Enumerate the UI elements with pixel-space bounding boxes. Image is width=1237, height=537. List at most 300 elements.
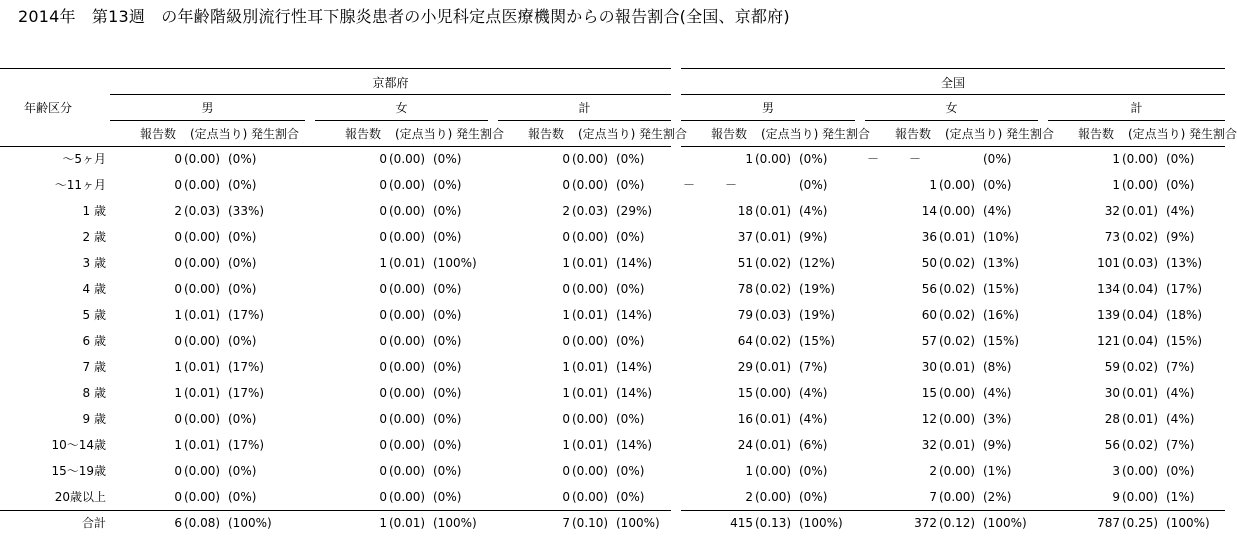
incidence-ratio: (0%) — [433, 204, 462, 218]
report-count: 0 — [379, 438, 387, 452]
report-count: 14 — [921, 204, 937, 218]
per-sentinel-rate: (0.00) — [572, 412, 609, 426]
per-sentinel-rate: (0.00) — [755, 490, 792, 504]
incidence-ratio: (0%) — [228, 230, 257, 244]
incidence-ratio: (0%) — [433, 282, 462, 296]
per-sentinel-rate: (0.04) — [1122, 308, 1159, 322]
top-rule-kyoto — [0, 68, 671, 69]
report-count: 101 — [1097, 256, 1120, 270]
report-count: 73 — [1104, 230, 1120, 244]
age-label: ～5ヶ月 — [62, 152, 106, 166]
incidence-ratio: (1%) — [1166, 490, 1195, 504]
sub-header-count: 報告数 — [1078, 127, 1115, 141]
incidence-ratio: (7%) — [1166, 360, 1195, 374]
per-sentinel-rate: (0.01) — [1122, 204, 1159, 218]
per-sentinel-rate: (0.01) — [572, 256, 609, 270]
report-count: 0 — [174, 256, 182, 270]
per-sentinel-rate: (0.00) — [184, 178, 221, 192]
sub-header-per-sentinel: (定点当り) — [190, 127, 248, 141]
incidence-ratio: (15%) — [983, 334, 1020, 348]
per-sentinel-rate: (0.03) — [184, 204, 221, 218]
report-count: 2 — [174, 204, 182, 218]
incidence-ratio: (0%) — [433, 386, 462, 400]
report-count: 24 — [737, 438, 753, 452]
per-sentinel-rate: (0.02) — [939, 334, 976, 348]
per-sentinel-rate: (0.00) — [572, 464, 609, 478]
per-sentinel-rate: (0.00) — [184, 256, 221, 270]
per-sentinel-rate: (0.03) — [755, 308, 792, 322]
sub-header-ratio: 発生割合 — [251, 127, 300, 141]
age-label: 9 歳 — [82, 412, 106, 426]
report-count: 28 — [1104, 412, 1120, 426]
incidence-ratio: (14%) — [616, 308, 653, 322]
report-count: 30 — [1104, 386, 1120, 400]
report-count: 12 — [921, 412, 937, 426]
age-label: 1 歳 — [82, 204, 106, 218]
incidence-ratio: (0%) — [433, 178, 462, 192]
sex-underline — [498, 120, 671, 121]
report-count: 6 — [174, 516, 182, 530]
per-sentinel-rate: (0.08) — [184, 516, 221, 530]
report-count: 9 — [1112, 490, 1120, 504]
incidence-ratio: (10%) — [983, 230, 1020, 244]
age-label: 15～19歳 — [51, 464, 106, 478]
incidence-ratio: (13%) — [983, 256, 1020, 270]
report-count: 1 — [562, 256, 570, 270]
incidence-ratio: (0%) — [228, 152, 257, 166]
report-count: 0 — [174, 464, 182, 478]
report-count: 0 — [562, 152, 570, 166]
sub-header-count: 報告数 — [140, 127, 177, 141]
incidence-ratio: (0%) — [433, 152, 462, 166]
per-sentinel-rate: (0.03) — [572, 204, 609, 218]
report-count: 32 — [921, 438, 937, 452]
region-header-national: 全国 — [940, 76, 966, 90]
incidence-ratio: (14%) — [616, 386, 653, 400]
sex-header-national-total: 計 — [1130, 101, 1143, 115]
age-label: 6 歳 — [82, 334, 106, 348]
report-count: 0 — [562, 282, 570, 296]
report-count: 0 — [379, 230, 387, 244]
report-count: 0 — [379, 386, 387, 400]
per-sentinel-rate: (0.01) — [184, 308, 221, 322]
incidence-ratio: (17%) — [228, 438, 265, 452]
age-label: 3 歳 — [82, 256, 106, 270]
per-sentinel-rate: (0.00) — [755, 152, 792, 166]
incidence-ratio: (17%) — [228, 360, 265, 374]
not-applicable-mark: － — [867, 152, 880, 166]
report-count: 1 — [379, 516, 387, 530]
per-sentinel-rate: (0.01) — [939, 230, 976, 244]
per-sentinel-rate: (0.00) — [1122, 490, 1159, 504]
incidence-ratio: (0%) — [433, 438, 462, 452]
per-sentinel-rate: (0.00) — [184, 152, 221, 166]
per-sentinel-rate: (0.01) — [572, 438, 609, 452]
per-sentinel-rate: (0.01) — [939, 360, 976, 374]
sex-header-national-male: 男 — [761, 101, 775, 115]
incidence-ratio: (7%) — [1166, 438, 1195, 452]
per-sentinel-rate: (0.02) — [1122, 438, 1159, 452]
incidence-ratio: (12%) — [799, 256, 836, 270]
per-sentinel-rate: (0.02) — [755, 282, 792, 296]
per-sentinel-rate: (0.00) — [184, 230, 221, 244]
sub-header-ratio: 発生割合 — [1189, 127, 1237, 141]
report-count: 78 — [737, 282, 753, 296]
report-count: 0 — [379, 152, 387, 166]
sub-header-ratio: 発生割合 — [456, 127, 505, 141]
sex-header-national-female: 女 — [945, 101, 958, 115]
report-count: 1 — [745, 464, 753, 478]
total-rule-national — [681, 510, 1225, 511]
per-sentinel-rate: (0.01) — [572, 386, 609, 400]
per-sentinel-rate: (0.00) — [572, 490, 609, 504]
sub-header-ratio: 発生割合 — [639, 127, 688, 141]
incidence-ratio: (0%) — [799, 490, 828, 504]
per-sentinel-rate: (0.00) — [939, 490, 976, 504]
per-sentinel-rate: (0.01) — [389, 256, 426, 270]
incidence-ratio: (0%) — [228, 464, 257, 478]
report-count: 57 — [921, 334, 937, 348]
incidence-ratio: (33%) — [228, 204, 265, 218]
sex-underline — [315, 120, 488, 121]
per-sentinel-rate: (0.00) — [572, 178, 609, 192]
sex-underline — [681, 120, 855, 121]
age-label: 8 歳 — [82, 386, 106, 400]
sub-header-ratio: 発生割合 — [1006, 127, 1055, 141]
report-count: 415 — [730, 516, 753, 530]
sub-header-per-sentinel: (定点当り) — [578, 127, 636, 141]
per-sentinel-rate: (0.00) — [184, 282, 221, 296]
report-count: 0 — [379, 464, 387, 478]
incidence-ratio: (15%) — [1166, 334, 1203, 348]
per-sentinel-rate: (0.00) — [184, 490, 221, 504]
per-sentinel-rate: (0.00) — [389, 152, 426, 166]
report-count: 372 — [914, 516, 937, 530]
per-sentinel-rate: (0.00) — [389, 308, 426, 322]
sub-header-count: 報告数 — [345, 127, 382, 141]
incidence-ratio: (6%) — [799, 438, 828, 452]
sub-header-per-sentinel: (定点当り) — [395, 127, 453, 141]
row-header-label: 年齢区分 — [23, 101, 73, 115]
incidence-ratio: (15%) — [799, 334, 836, 348]
per-sentinel-rate: (0.01) — [939, 438, 976, 452]
report-count: 0 — [174, 490, 182, 504]
incidence-ratio: (17%) — [228, 308, 265, 322]
age-label: 4 歳 — [82, 282, 106, 296]
report-count: 0 — [562, 490, 570, 504]
per-sentinel-rate: (0.01) — [755, 438, 792, 452]
incidence-ratio: (0%) — [228, 178, 257, 192]
per-sentinel-rate: (0.02) — [1122, 360, 1159, 374]
per-sentinel-rate: (0.04) — [1122, 334, 1159, 348]
report-count: 1 — [174, 308, 182, 322]
per-sentinel-rate: (0.01) — [1122, 386, 1159, 400]
incidence-ratio: (3%) — [983, 412, 1012, 426]
incidence-ratio: (100%) — [616, 516, 660, 530]
incidence-ratio: (0%) — [228, 412, 257, 426]
sub-header-per-sentinel: (定点当り) — [1128, 127, 1186, 141]
per-sentinel-rate: (0.00) — [939, 204, 976, 218]
header-bottom-rule-national — [681, 146, 1225, 147]
incidence-ratio: (100%) — [983, 516, 1027, 530]
per-sentinel-rate: (0.02) — [939, 256, 976, 270]
per-sentinel-rate: (0.00) — [1122, 464, 1159, 478]
incidence-ratio: (9%) — [983, 438, 1012, 452]
report-count: 7 — [562, 516, 570, 530]
age-label: 5 歳 — [82, 308, 106, 322]
report-count: 1 — [1112, 152, 1120, 166]
incidence-ratio: (14%) — [616, 360, 653, 374]
report-count: 121 — [1097, 334, 1120, 348]
per-sentinel-rate: (0.01) — [572, 360, 609, 374]
incidence-ratio: (4%) — [1166, 412, 1195, 426]
region-header-kyoto: 京都府 — [372, 76, 409, 90]
page-title: 2014年 第13週 の年齢階級別流行性耳下腺炎患者の小児科定点医療機関からの報告割合(全国、京都府) — [18, 7, 790, 26]
incidence-ratio: (17%) — [228, 386, 265, 400]
per-sentinel-rate: (0.00) — [389, 412, 426, 426]
per-sentinel-rate: (0.00) — [389, 464, 426, 478]
incidence-ratio: (0%) — [433, 308, 462, 322]
per-sentinel-rate: (0.00) — [389, 438, 426, 452]
report-count: 0 — [174, 334, 182, 348]
per-sentinel-rate: (0.12) — [939, 516, 976, 530]
per-sentinel-rate: (0.00) — [184, 334, 221, 348]
per-sentinel-rate: (0.00) — [939, 464, 976, 478]
incidence-ratio: (8%) — [983, 360, 1012, 374]
incidence-ratio: (0%) — [433, 334, 462, 348]
incidence-ratio: (18%) — [1166, 308, 1203, 322]
per-sentinel-rate: (0.00) — [389, 178, 426, 192]
per-sentinel-rate: (0.00) — [572, 334, 609, 348]
per-sentinel-rate: (0.01) — [755, 412, 792, 426]
incidence-ratio: (100%) — [228, 516, 272, 530]
report-count: 1 — [562, 386, 570, 400]
incidence-ratio: (9%) — [799, 230, 828, 244]
sub-header-per-sentinel: (定点当り) — [761, 127, 819, 141]
report-count: 0 — [379, 334, 387, 348]
incidence-ratio: (0%) — [433, 412, 462, 426]
incidence-ratio: (2%) — [983, 490, 1012, 504]
report-count: 787 — [1097, 516, 1120, 530]
per-sentinel-rate: (0.00) — [1122, 152, 1159, 166]
report-count: 0 — [379, 360, 387, 374]
incidence-ratio: (0%) — [1166, 464, 1195, 478]
incidence-ratio: (0%) — [616, 464, 645, 478]
per-sentinel-rate: (0.01) — [755, 204, 792, 218]
per-sentinel-rate: (0.00) — [572, 230, 609, 244]
incidence-ratio: (13%) — [1166, 256, 1203, 270]
incidence-ratio: (15%) — [983, 282, 1020, 296]
age-label: 20歳以上 — [54, 490, 106, 504]
report-count: 56 — [1104, 438, 1120, 452]
report-count: 37 — [737, 230, 753, 244]
report-count: 30 — [921, 360, 937, 374]
report-count: 1 — [929, 178, 937, 192]
incidence-ratio: (17%) — [1166, 282, 1203, 296]
report-count: 0 — [562, 230, 570, 244]
per-sentinel-rate: (0.00) — [939, 386, 976, 400]
not-applicable-mark: － — [909, 152, 922, 166]
incidence-ratio: (16%) — [983, 308, 1020, 322]
top-rule-national — [681, 68, 1225, 69]
age-label: 7 歳 — [82, 360, 106, 374]
report-count: 0 — [174, 230, 182, 244]
age-label: ～11ヶ月 — [54, 178, 106, 192]
per-sentinel-rate: (0.03) — [1122, 256, 1159, 270]
header-bottom-rule-kyoto — [0, 146, 671, 147]
incidence-ratio: (100%) — [433, 516, 477, 530]
sex-underline — [1048, 120, 1225, 121]
incidence-ratio: (9%) — [1166, 230, 1195, 244]
per-sentinel-rate: (0.00) — [755, 464, 792, 478]
report-count: 29 — [737, 360, 753, 374]
total-row-label: 合計 — [81, 516, 106, 530]
incidence-ratio: (19%) — [799, 282, 836, 296]
incidence-ratio: (100%) — [1166, 516, 1210, 530]
per-sentinel-rate: (0.00) — [389, 490, 426, 504]
per-sentinel-rate: (0.02) — [755, 334, 792, 348]
incidence-ratio: (14%) — [616, 438, 653, 452]
incidence-ratio: (0%) — [983, 178, 1012, 192]
per-sentinel-rate: (0.01) — [1122, 412, 1159, 426]
report-count: 0 — [379, 204, 387, 218]
per-sentinel-rate: (0.00) — [389, 230, 426, 244]
report-count: 139 — [1097, 308, 1120, 322]
report-count: 0 — [379, 308, 387, 322]
per-sentinel-rate: (0.02) — [939, 308, 976, 322]
report-count: 2 — [929, 464, 937, 478]
report-count: 1 — [562, 438, 570, 452]
report-count: 134 — [1097, 282, 1120, 296]
per-sentinel-rate: (0.00) — [572, 282, 609, 296]
per-sentinel-rate: (0.00) — [389, 334, 426, 348]
report-count: 0 — [562, 334, 570, 348]
per-sentinel-rate: (0.01) — [755, 230, 792, 244]
incidence-ratio: (0%) — [799, 464, 828, 478]
sub-header-count: 報告数 — [528, 127, 565, 141]
report-count: 56 — [921, 282, 937, 296]
per-sentinel-rate: (0.01) — [755, 360, 792, 374]
per-sentinel-rate: (0.00) — [572, 152, 609, 166]
incidence-ratio: (0%) — [228, 256, 257, 270]
per-sentinel-rate: (0.04) — [1122, 282, 1159, 296]
report-count: 2 — [745, 490, 753, 504]
region-underline-national — [681, 94, 1225, 95]
per-sentinel-rate: (0.01) — [572, 308, 609, 322]
sub-header-count: 報告数 — [895, 127, 932, 141]
incidence-ratio: (0%) — [799, 178, 828, 192]
incidence-ratio: (0%) — [616, 282, 645, 296]
per-sentinel-rate: (0.02) — [755, 256, 792, 270]
report-count: 18 — [737, 204, 753, 218]
report-count: 59 — [1104, 360, 1120, 374]
report-count: 16 — [737, 412, 753, 426]
report-count: 0 — [379, 178, 387, 192]
sub-header-ratio: 発生割合 — [822, 127, 871, 141]
incidence-ratio: (4%) — [983, 204, 1012, 218]
report-count: 1 — [379, 256, 387, 270]
report-count: 51 — [737, 256, 753, 270]
not-applicable-mark: － — [725, 178, 738, 192]
per-sentinel-rate: (0.25) — [1122, 516, 1159, 530]
report-count: 36 — [921, 230, 937, 244]
per-sentinel-rate: (0.00) — [1122, 178, 1159, 192]
incidence-ratio: (0%) — [616, 412, 645, 426]
incidence-ratio: (0%) — [433, 230, 462, 244]
per-sentinel-rate: (0.00) — [184, 464, 221, 478]
report-count: 1 — [174, 360, 182, 374]
report-count: 0 — [174, 412, 182, 426]
per-sentinel-rate: (0.01) — [389, 516, 426, 530]
age-label: 10～14歳 — [51, 438, 106, 452]
report-count: 0 — [562, 464, 570, 478]
report-count: 0 — [379, 490, 387, 504]
incidence-ratio: (4%) — [799, 204, 828, 218]
report-count: 64 — [737, 334, 753, 348]
sex-header-kyoto-male: 男 — [201, 101, 214, 115]
per-sentinel-rate: (0.00) — [755, 386, 792, 400]
report-count: 0 — [562, 412, 570, 426]
report-count: 0 — [379, 412, 387, 426]
report-count: 1 — [1112, 178, 1120, 192]
incidence-ratio: (4%) — [1166, 386, 1195, 400]
per-sentinel-rate: (0.02) — [939, 282, 976, 296]
per-sentinel-rate: (0.00) — [939, 412, 976, 426]
incidence-ratio: (14%) — [616, 256, 653, 270]
incidence-ratio: (0%) — [616, 230, 645, 244]
incidence-ratio: (4%) — [983, 386, 1012, 400]
incidence-ratio: (0%) — [799, 152, 828, 166]
incidence-ratio: (4%) — [1166, 204, 1195, 218]
per-sentinel-rate: (0.01) — [184, 360, 221, 374]
incidence-ratio: (29%) — [616, 204, 653, 218]
report-count: 1 — [174, 438, 182, 452]
per-sentinel-rate: (0.00) — [939, 178, 976, 192]
incidence-ratio: (19%) — [799, 308, 836, 322]
incidence-ratio: (0%) — [433, 490, 462, 504]
report-count: 0 — [174, 152, 182, 166]
age-label: 2 歳 — [82, 230, 106, 244]
report-count: 1 — [562, 360, 570, 374]
incidence-ratio: (0%) — [433, 360, 462, 374]
per-sentinel-rate: (0.01) — [184, 438, 221, 452]
per-sentinel-rate: (0.00) — [389, 204, 426, 218]
region-underline-kyoto — [110, 94, 671, 95]
report-count: 79 — [737, 308, 753, 322]
per-sentinel-rate: (0.01) — [184, 386, 221, 400]
sex-underline — [865, 120, 1038, 121]
incidence-ratio: (0%) — [228, 490, 257, 504]
incidence-ratio: (0%) — [228, 282, 257, 296]
per-sentinel-rate: (0.00) — [184, 412, 221, 426]
incidence-ratio: (0%) — [616, 178, 645, 192]
sex-underline — [110, 120, 305, 121]
incidence-ratio: (0%) — [1166, 178, 1195, 192]
report-count: 32 — [1104, 204, 1120, 218]
incidence-ratio: (4%) — [799, 386, 828, 400]
per-sentinel-rate: (0.10) — [572, 516, 609, 530]
report-count: 1 — [562, 308, 570, 322]
report-count: 1 — [174, 386, 182, 400]
report-count: 0 — [174, 178, 182, 192]
incidence-ratio: (1%) — [983, 464, 1012, 478]
incidence-ratio: (0%) — [433, 464, 462, 478]
report-count: 3 — [1112, 464, 1120, 478]
incidence-ratio: (0%) — [616, 152, 645, 166]
per-sentinel-rate: (0.00) — [389, 282, 426, 296]
report-count: 2 — [562, 204, 570, 218]
report-count: 50 — [921, 256, 937, 270]
